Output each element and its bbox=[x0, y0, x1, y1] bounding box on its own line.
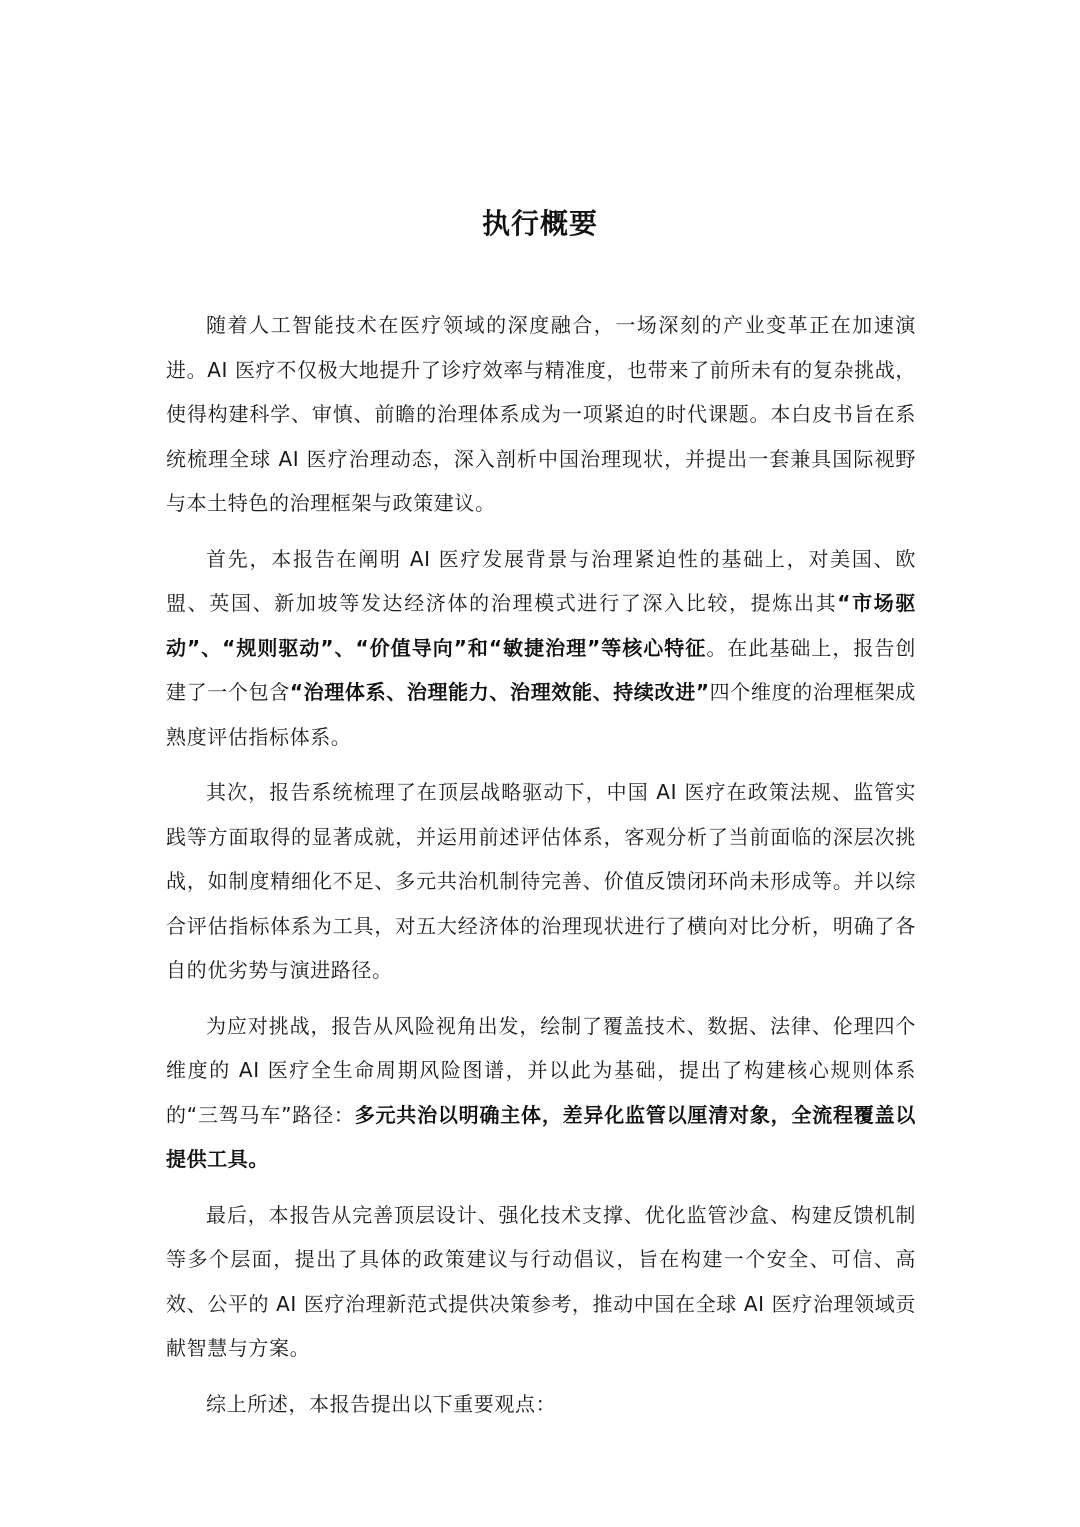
paragraph-intro bbox=[166, 303, 916, 526]
paragraph-text: 为应对挑战，报告从风险视角出发，绘制了覆盖技术、数据、法律、伦理四个维度的 AI 医疗全生命周期风险图谱，并以此为基础，提出了构建核心规则体系的“三驾马车”路径： bbox=[166, 1013, 916, 1127]
paragraph-text: 。在此基础上，报告创建了一个包含 bbox=[166, 635, 917, 704]
paragraph-summary bbox=[166, 1382, 916, 1427]
paragraph-first bbox=[166, 537, 916, 760]
document-body bbox=[166, 303, 916, 1437]
paragraph-third bbox=[166, 1004, 916, 1182]
paragraph-second bbox=[166, 770, 916, 993]
paragraph-text: 随着人工智能技术在医疗领域的深度融合，一场深刻的产业变革正在加速演进。AI 医疗不仅极大地提升了诊疗效率与精准度，也带来了前所未有的复杂挑战，使得构建科学、审慎、前瞻的治理体系成为一项紧迫的时代课题。本白皮书旨在系统梳理全球 AI 医疗治理动态，深入剖析中国治理现状，并提出一套兼具国际视野与本土特色的治理框架与政策建议。 bbox=[166, 313, 916, 515]
emphasis-text: 多元共治以明确主体，差异化监管以厘清对象，全流程覆盖以提供工具。 bbox=[166, 1102, 916, 1171]
paragraph-text: 最后，本报告从完善顶层设计、强化技术支撑、优化监管沙盒、构建反馈机制等多个层面，提出了具体的政策建议与行动倡议，旨在构建一个安全、可信、高效、公平的 AI 医疗治理新范式提供决策参考，推动中国在全球 AI 医疗治理领域贡献智慧与方案。 bbox=[166, 1202, 916, 1360]
page-title: 执行概要 bbox=[481, 206, 598, 240]
paragraph-finally bbox=[166, 1193, 916, 1371]
emphasis-text: “市场驱动”、“规则驱动”、“价值导向”和“敏捷治理”等核心特征 bbox=[166, 591, 916, 660]
paragraph-text: 首先，本报告在阐明 AI 医疗发展背景与治理紧迫性的基础上，对美国、欧盟、英国、新加坡等发达经济体的治理模式进行了深入比较，提炼出其 bbox=[166, 546, 916, 615]
paragraph-text: 其次，报告系统梳理了在顶层战略驱动下，中国 AI 医疗在政策法规、监管实践等方面取得的显著成就，并运用前述评估体系，客观分析了当前面临的深层次挑战，如制度精细化不足、多元共治机制待完善、价值反馈闭环尚未形成等。并以综合评估指标体系为工具，对五大经济体的治理现状进行了横向对比分析，明确了各自的优劣势与演进路径。 bbox=[166, 780, 916, 982]
emphasis-text: “治理体系、治理能力、治理效能、持续改进” bbox=[289, 680, 710, 704]
paragraph-text: 综上所述，本报告提出以下重要观点： bbox=[206, 1391, 557, 1416]
paragraph-text: 四个维度的治理框架成熟度评估指标体系。 bbox=[166, 680, 917, 749]
